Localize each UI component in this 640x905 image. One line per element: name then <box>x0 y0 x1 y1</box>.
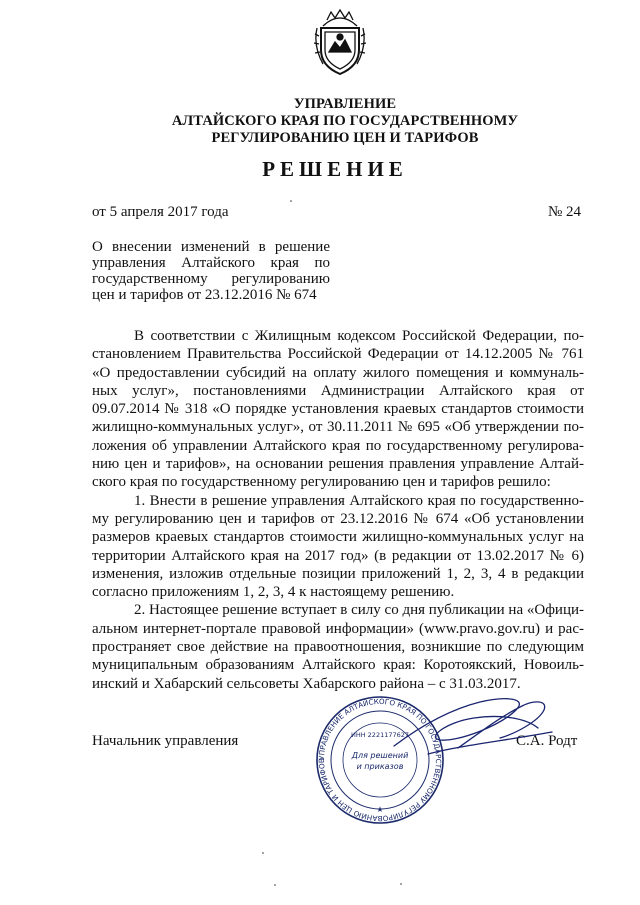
org-line-2: АЛТАЙСКОГО КРАЯ ПО ГОСУДАРСТВЕННОМУ <box>171 113 519 129</box>
signatory-name: С.А. Родт <box>516 733 578 749</box>
document-date: от 5 апреля 2017 года <box>92 204 229 220</box>
signatory-position: Начальник управления <box>92 733 239 749</box>
body-line: жилищно-коммунальных услуг», от 30.11.2011 № 695 «Об утверждении по- <box>92 419 584 436</box>
paragraph-preamble <box>92 327 584 492</box>
paragraph-item-2 <box>92 601 584 692</box>
body-line: согласно приложениям 1, 2, 3, 4 к настоящему решению. <box>92 584 455 601</box>
document-type-title: РЕШЕНИЕ <box>262 157 408 181</box>
subject-line: государственному регулированию <box>92 271 330 287</box>
body-line: ского края по государственному регулированию цен и тарифов решило: <box>92 474 551 491</box>
subject-line: О внесении изменений в решение <box>92 239 330 255</box>
body-line: В соответствии с Жилищным кодексом Российской Федерации, по- <box>134 328 584 344</box>
document-subject <box>92 239 330 303</box>
body-line: ных услуг», постановлениями Администрации Алтайского края от <box>92 382 584 399</box>
paragraph-item-1 <box>92 492 584 602</box>
body-line: ложения об управлении Алтайского края по государственному регулирова- <box>92 437 584 454</box>
body-line: изменения, изложив отдельные позиции приложений 1, 2, 3, 4 в редакции <box>92 565 584 582</box>
handwritten-signature <box>388 688 558 768</box>
stamp-center-line-1: Для решений <box>351 751 409 760</box>
body-line: инский и Хабарский сельсоветы Хабарского района – с 31.03.2017. <box>92 675 521 692</box>
body-line: «О предоставлении субсидий на оплату жилого помещения и коммуналь- <box>92 364 584 381</box>
stamp-ring-text: УПРАВЛЕНИЕ АЛТАЙСКОГО КРАЯ ПО ГОСУДАРСТВЕННОМУ РЕГУЛИРОВАНИЮ ЦЕН И ТАРИФОВ <box>316 696 444 824</box>
body-line: 09.07.2014 № 318 «О порядке установления краевых стандартов стоимости <box>92 401 584 418</box>
subject-line: цен и тарифов от 23.12.2016 № 674 <box>92 287 317 303</box>
stamp-center-line-2: и приказов <box>356 762 404 771</box>
body-line: территории Алтайского края на 2017 год» (в редакции от 13.02.2017 № 6) <box>92 547 584 564</box>
body-line: нию цен и тарифов», на основании решения правления управление Алтай- <box>92 456 584 473</box>
org-line-1: УПРАВЛЕНИЕ <box>293 96 397 112</box>
subject-line: управления Алтайского края по <box>92 255 330 271</box>
body-line: пространяет свое действие на правоотношения, возникшие по следующим <box>92 639 584 656</box>
document-number: № 24 <box>548 204 582 220</box>
body-line: муниципальным образованиям Алтайского края: Коротоякский, Новоиль- <box>92 657 584 674</box>
body-line: 2. Настоящее решение вступает в силу со дня публикации на «Офици- <box>134 602 584 619</box>
stamp-star-icon: ★ <box>376 805 384 814</box>
document-body <box>92 327 584 693</box>
body-line: становлением Правительства Российской Федерации от 14.12.2005 № 761 <box>92 346 584 363</box>
stamp-inn: ИНН 2221177627 <box>350 731 410 739</box>
body-line: му регулированию цен и тарифов от 23.12.2016 № 674 «Об установлении <box>92 510 584 527</box>
organization-header <box>0 96 640 147</box>
body-line: размеров краевых стандартов стоимости жилищно-коммунальных услуг на <box>92 529 584 546</box>
altai-coat-of-arms-icon <box>313 6 367 78</box>
body-line: альном интернет-портале правовой информации» (www.pravo.gov.ru) и рас- <box>92 620 584 637</box>
body-line: 1. Внести в решение управления Алтайского края по государственно- <box>134 492 584 509</box>
org-line-3: РЕГУЛИРОВАНИЮ ЦЕН И ТАРИФОВ <box>211 130 479 146</box>
